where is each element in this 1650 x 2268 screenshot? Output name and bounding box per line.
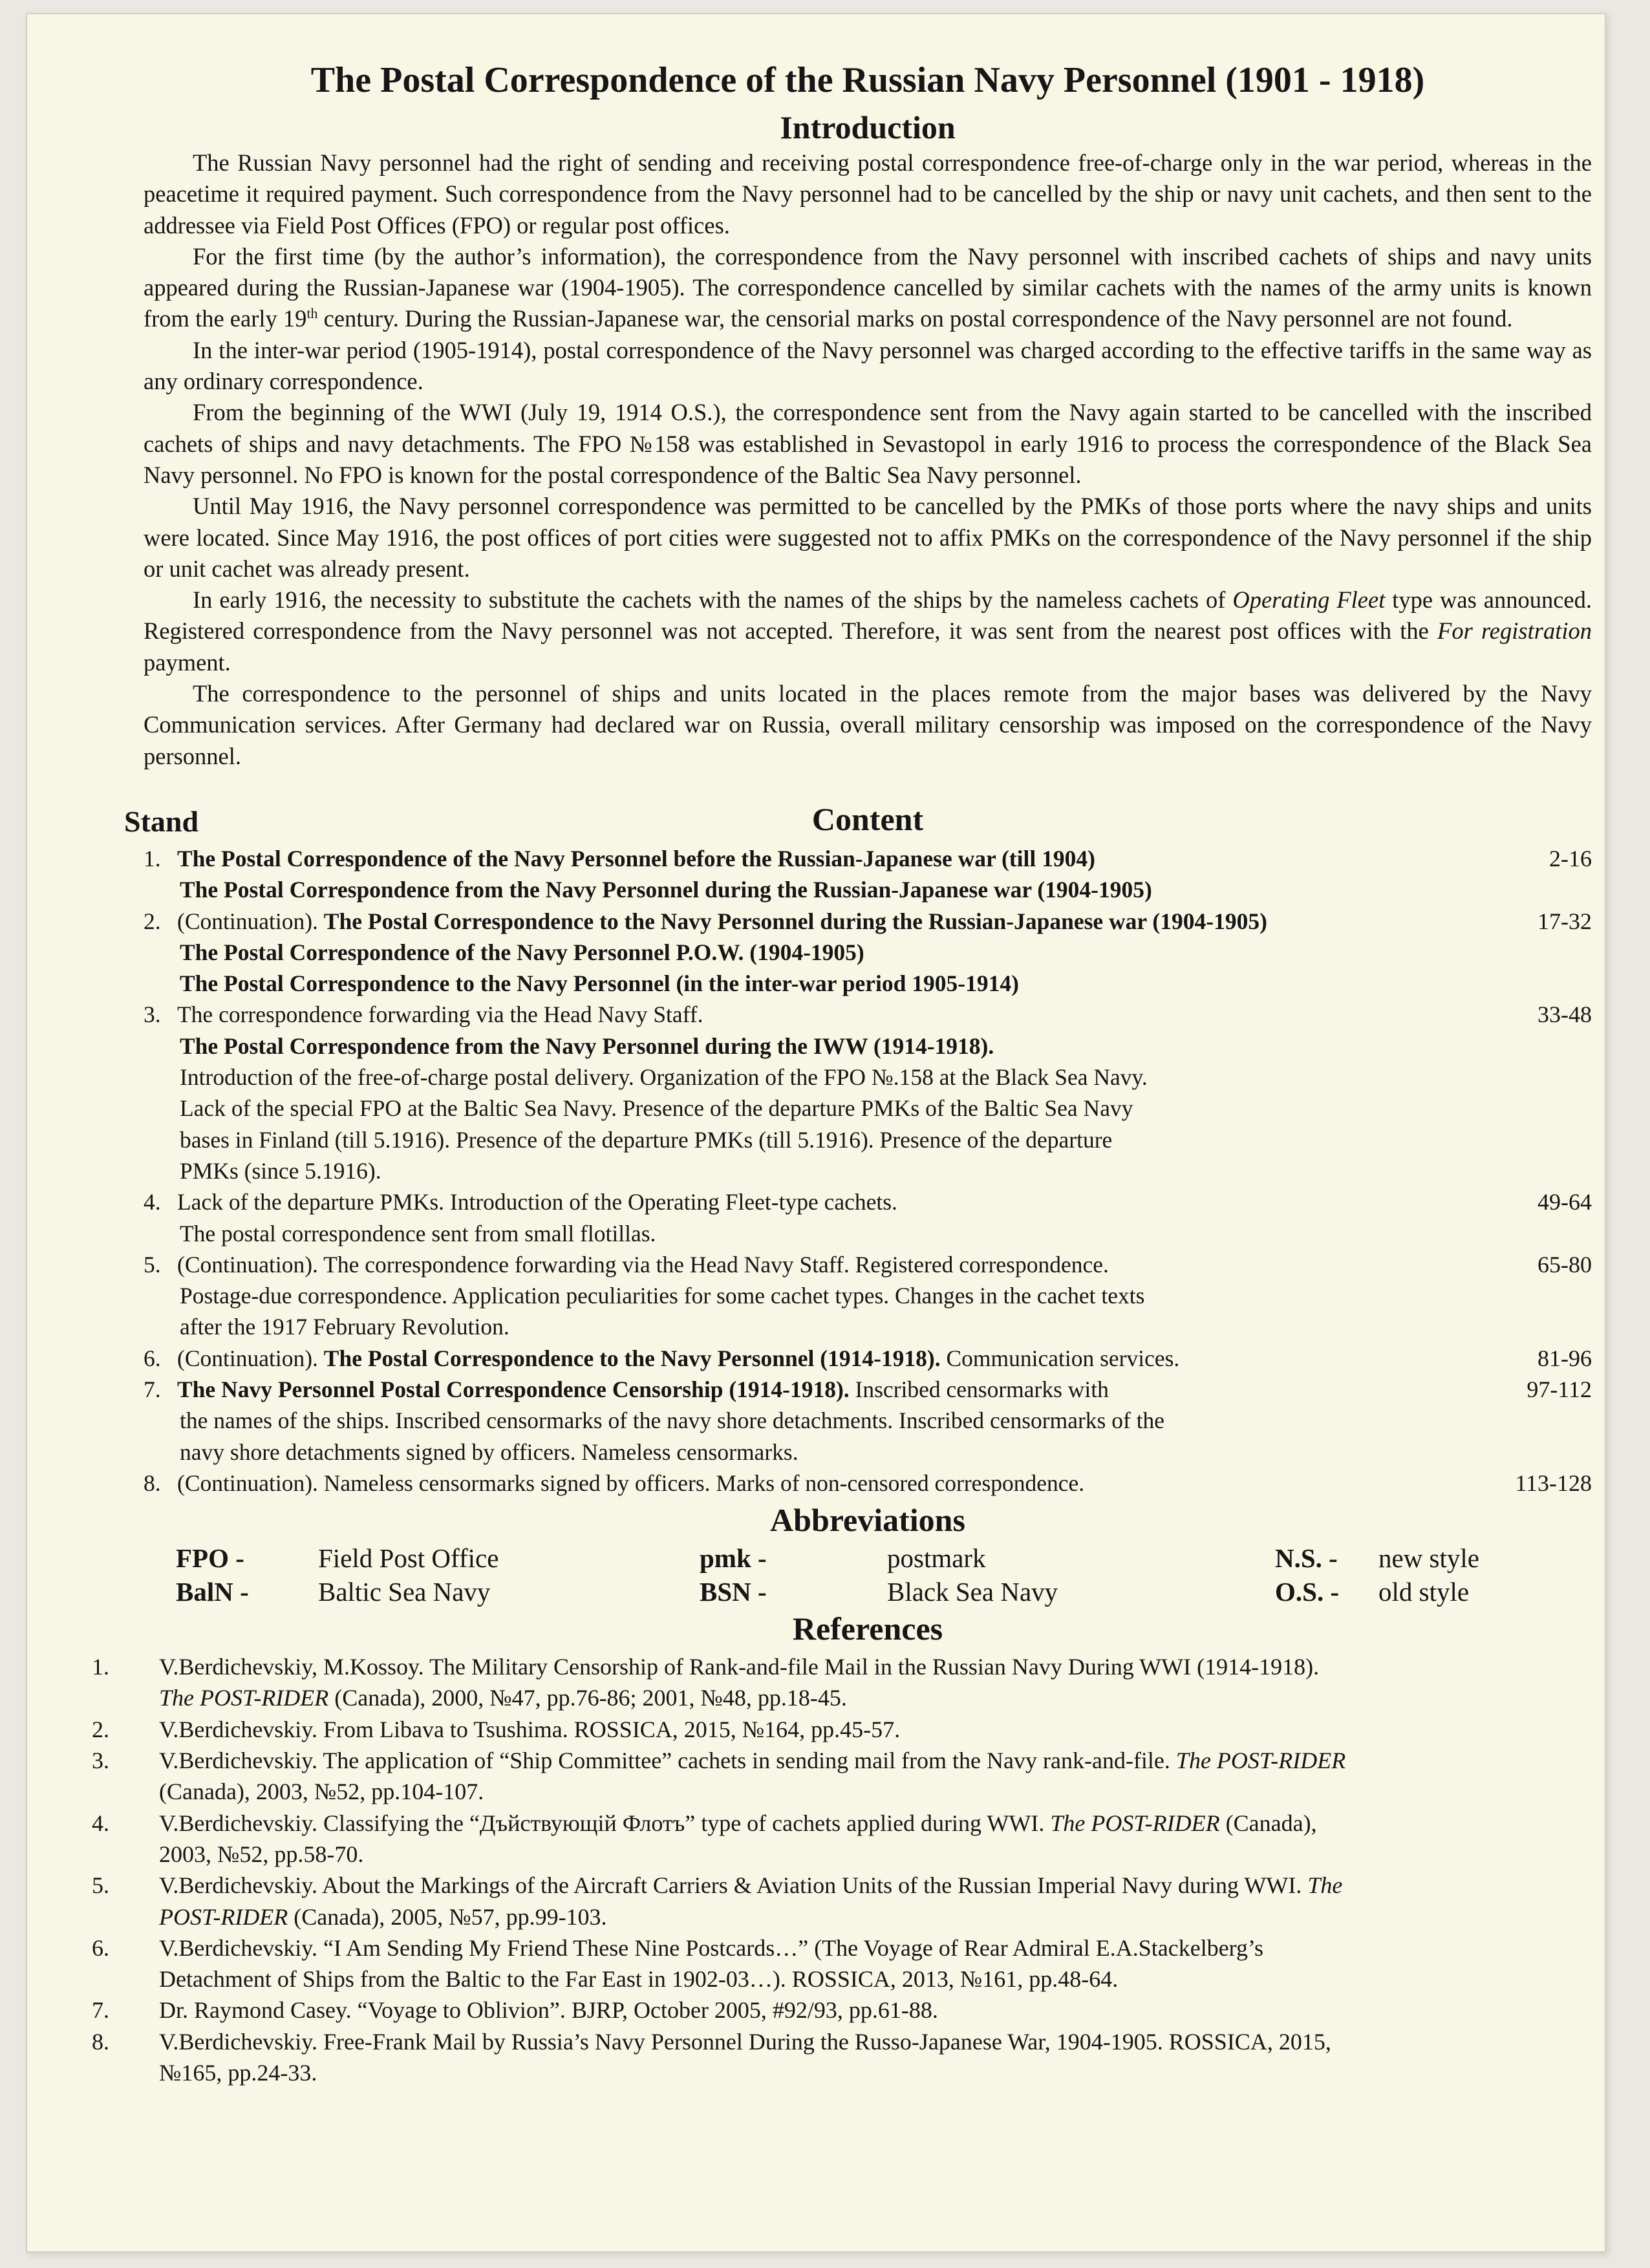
intro-paragraph: The correspondence to the personnel of ships and units located in the places remote from the major bases was delivered by the Navy Communication services. After Germany had declared war on Russia, overall military censorship was imposed on the correspondence of the Navy personnel.	[144, 680, 1592, 769]
intro-paragraph: The Russian Navy personnel had the right of sending and receiving postal correspondence free-of-charge only in the war period, whereas in the peacetime it required payment. Such correspondence from the Navy personnel had to be cancelled by the ship or navy unit cachets, and then sent to the addressee via Field Post Offices (FPO) or regular post offices.	[144, 149, 1592, 239]
item-line: bases in Finland (till 5.1916). Presence of the departure PMKs (till 5.1916). Presence of the departure	[180, 1126, 1113, 1153]
reference-line: №165, pp.24-33.	[159, 2060, 317, 2086]
abbreviation-value: new style	[1378, 1543, 1479, 1574]
item-line: The postal correspondence sent from small flotillas.	[180, 1220, 656, 1246]
reference-text	[159, 1651, 1594, 1714]
abbreviation-value: old style	[1378, 1577, 1470, 1607]
item-pages: 17-32	[1538, 908, 1592, 934]
item-number: 3.	[144, 1001, 161, 1028]
item-pages: 33-48	[1538, 1001, 1592, 1028]
reference-detail: (Canada),	[1219, 1810, 1317, 1836]
item-line: (Continuation). The correspondence forwarding via the Head Navy Staff. Registered correspondence.	[177, 1251, 1109, 1278]
reference-item	[92, 1714, 1592, 1745]
item-prefix: (Continuation).	[177, 1345, 324, 1371]
item-pages: 2-16	[1549, 845, 1592, 872]
reference-number: 1.	[92, 1654, 109, 1680]
item-bold-text: The Postal Correspondence to the Navy Personnel during the Russian-Japanese war (1904-1905)	[323, 908, 1267, 934]
reference-item	[92, 1745, 1592, 1808]
reference-text	[159, 2026, 1594, 2089]
reference-line	[159, 1745, 1594, 1776]
content-item	[144, 906, 1592, 1000]
item-text	[177, 1468, 1477, 1499]
item-pages: 49-64	[1538, 1189, 1592, 1215]
reference-text	[159, 1932, 1594, 1995]
item-number: 7.	[144, 1376, 161, 1402]
item-pages: 65-80	[1538, 1251, 1592, 1278]
intro-paragraph	[144, 584, 1592, 678]
content-item	[144, 1186, 1592, 1249]
abbreviation-key: FPO -	[176, 1543, 244, 1574]
intro-text: century. During the Russian-Japanese war, the censorial marks on postal correspondence of the Navy personnel are not found.	[317, 305, 1513, 332]
reference-line: V.Berdichevskiy. “I Am Sending My Friend These Nine Postcards…” (The Voyage of Rear Admiral E.A.Stackelberg’s	[159, 1934, 1264, 1961]
content-item	[144, 1374, 1592, 1468]
abbreviation-column	[176, 1541, 498, 1609]
abbreviation-row	[176, 1575, 498, 1609]
content-item	[144, 1249, 1592, 1343]
reference-number: 6.	[92, 1934, 109, 1961]
intro-text: In early 1916, the necessity to substitute the cachets with the names of the ships by the nameless cachets of	[193, 586, 1233, 614]
item-number: 8.	[144, 1470, 161, 1496]
reference-number: 2.	[92, 1716, 109, 1742]
reference-line: V.Berdichevskiy. From Libava to Tsushima. ROSSICA, 2015, №164, pp.45-57.	[159, 1716, 901, 1742]
reference-detail: (Canada), 2000, №47, pp.76-86; 2001, №48, pp.18-45.	[328, 1685, 847, 1711]
reference-number: 5.	[92, 1872, 109, 1899]
reference-detail: V.Berdichevskiy. The application of “Ship Committee” cachets in sending mail from the Navy rank-and-file.	[159, 1748, 1176, 1774]
item-text	[177, 1343, 1477, 1374]
ordinal-suffix: th	[306, 305, 318, 322]
intro-paragraph	[144, 241, 1592, 335]
item-bold-text: The Postal Correspondence to the Navy Personnel (1914-1918).	[323, 1345, 941, 1371]
abbreviations-heading: Abbreviations	[770, 1502, 965, 1539]
item-bold-text: The Navy Personnel Postal Correspondence Censorship (1914-1918).	[177, 1376, 850, 1402]
item-line: Introduction of the free-of-charge postal delivery. Organization of the FPO №.158 at the Black Sea Navy.	[180, 1064, 1148, 1091]
item-prefix: (Continuation).	[177, 908, 324, 934]
item-text	[177, 1186, 1477, 1249]
journal-title: The POST-RIDER	[1050, 1810, 1220, 1836]
item-text	[177, 906, 1477, 1000]
abbreviation-column	[700, 1541, 1058, 1609]
item-pages: 97-112	[1527, 1376, 1592, 1402]
journal-title: POST-RIDER	[159, 1903, 288, 1930]
item-line: The Postal Correspondence of the Navy Personnel before the Russian-Japanese war (till 1904)	[177, 845, 1095, 872]
intro-paragraph: In the inter-war period (1905-1914), postal correspondence of the Navy personnel was charged according to the effective tariffs in the same way as any ordinary correspondence.	[144, 336, 1592, 395]
item-line: The Postal Correspondence from the Navy Personnel during the IWW (1914-1918).	[180, 1032, 994, 1059]
abbreviation-key: N.S. -	[1275, 1543, 1338, 1574]
content-header	[124, 799, 1592, 839]
document-sheet	[26, 13, 1606, 2252]
reference-item	[92, 1995, 1592, 2026]
item-line: Lack of the departure PMKs. Introduction of the Operating Fleet-type cachets.	[177, 1189, 897, 1215]
abbreviation-row	[700, 1541, 1058, 1575]
content-item	[144, 843, 1592, 906]
item-line	[177, 906, 1477, 937]
references-list	[92, 1651, 1592, 2088]
introduction-heading: Introduction	[780, 109, 956, 145]
item-line	[177, 1374, 1477, 1405]
item-line: Postage-due correspondence. Application peculiarities for some cachet types. Changes in the cachet texts	[180, 1283, 1145, 1309]
item-text	[177, 843, 1477, 906]
content-list	[144, 843, 1592, 1499]
reference-text	[159, 1714, 1594, 1745]
intro-paragraph: Until May 1916, the Navy personnel correspondence was permitted to be cancelled by the PMKs of those ports where the navy ships and units were located. Since May 1916, the post offices of port cities were suggested not to affix PMKs on the correspondence of the Navy personnel if the ship or unit cachet was already present.	[144, 493, 1592, 582]
abbreviation-key: O.S. -	[1275, 1577, 1340, 1607]
reference-detail: V.Berdichevskiy. About the Markings of the Aircraft Carriers & Aviation Units of the Russian Imperial Navy during WWI.	[159, 1872, 1308, 1899]
reference-text	[159, 1808, 1594, 1870]
content-item	[144, 1343, 1592, 1374]
item-line: The Postal Correspondence of the Navy Personnel P.O.W. (1904-1905)	[180, 939, 864, 965]
reference-detail: (Canada), 2005, №57, pp.99-103.	[288, 1903, 607, 1930]
intro-paragraph: From the beginning of the WWI (July 19, 1914 O.S.), the correspondence sent from the Navy again started to be cancelled with the inscribed cachets of ships and navy detachments. The FPO №158 was established in Sevastopol in early 1916 to process the correspondence of the Black Sea Navy personnel. No FPO is known for the postal correspondence of the Baltic Sea Navy personnel.	[144, 399, 1592, 488]
abbreviation-value: Baltic Sea Navy	[318, 1577, 491, 1607]
item-line: (Continuation). Nameless censormarks signed by officers. Marks of non-censored correspondence.	[177, 1470, 1085, 1496]
content-heading: Content	[811, 800, 924, 837]
reference-line: 2003, №52, pp.58-70.	[159, 1841, 364, 1867]
item-text	[177, 1249, 1477, 1343]
reference-line: Detachment of Ships from the Baltic to the Far East in 1902-03…). ROSSICA, 2013, №161, pp.48-64.	[159, 1966, 1119, 1993]
journal-title: The	[1307, 1872, 1343, 1899]
introduction-section	[144, 107, 1592, 772]
intro-text: payment.	[144, 648, 231, 676]
item-pages: 113-128	[1515, 1470, 1592, 1496]
reference-item	[92, 2026, 1592, 2089]
abbreviation-value: Black Sea Navy	[887, 1577, 1058, 1607]
item-line: after the 1917 February Revolution.	[180, 1314, 509, 1340]
journal-title: The POST-RIDER	[159, 1685, 329, 1711]
abbreviation-value: Field Post Office	[318, 1543, 499, 1574]
item-suffix: Communication services.	[940, 1345, 1180, 1371]
item-suffix: Inscribed censormarks with	[849, 1376, 1109, 1402]
item-text	[177, 1374, 1477, 1468]
abbreviation-key: BalN -	[176, 1577, 249, 1607]
reference-number: 8.	[92, 2028, 109, 2055]
reference-text	[159, 1745, 1594, 1808]
reference-detail: V.Berdichevskiy. Classifying the “Дъйствующій Флотъ” type of cachets applied during WWI.	[159, 1810, 1051, 1836]
item-number: 4.	[144, 1189, 161, 1215]
content-item	[144, 999, 1592, 1186]
item-line	[177, 1343, 1477, 1374]
page-title: The Postal Correspondence of the Russian Navy Personnel (1901 - 1918)	[310, 60, 1425, 100]
intro-text: For the first time (by the author’s information), the correspondence from the Navy personnel with inscribed cachets of ships and navy units appeared during the Russian-Japanese war (1904-1905). The correspondence cancelled by similar cachets with the names of the army units is known from the early 19	[144, 242, 1592, 332]
item-text	[177, 999, 1477, 1186]
reference-item	[92, 1932, 1592, 1995]
reference-number: 4.	[92, 1810, 109, 1836]
item-pages: 81-96	[1538, 1345, 1592, 1371]
reference-line	[159, 1870, 1594, 1901]
reference-item	[92, 1870, 1592, 1932]
reference-number: 3.	[92, 1748, 109, 1774]
item-line: The Postal Correspondence from the Navy Personnel during the Russian-Japanese war (1904-1905)	[180, 877, 1152, 903]
abbreviations-table	[144, 1541, 1592, 1609]
reference-line	[159, 1808, 1594, 1839]
references-heading: References	[792, 1610, 943, 1647]
item-line: The correspondence forwarding via the Head Navy Staff.	[177, 1001, 703, 1028]
reference-text	[159, 1870, 1594, 1932]
item-number: 6.	[144, 1345, 161, 1371]
item-number: 2.	[144, 908, 161, 934]
abbreviation-key: pmk -	[700, 1543, 767, 1574]
document-body	[92, 53, 1592, 2088]
reference-line: V.Berdichevskiy. Free-Frank Mail by Russia’s Navy Personnel During the Russo-Japanese War, 1904-1905. ROSSICA, 2015,	[159, 2028, 1331, 2055]
item-number: 1.	[144, 845, 161, 872]
reference-line	[159, 1901, 1594, 1932]
item-line: navy shore detachments signed by officers. Nameless censormarks.	[180, 1439, 798, 1465]
reference-line: V.Berdichevskiy, M.Kossoy. The Military Censorship of Rank-and-file Mail in the Russian Navy During WWI (1914-1918).	[159, 1654, 1320, 1680]
abbreviation-row	[176, 1541, 498, 1575]
content-item	[144, 1468, 1592, 1499]
item-line: the names of the ships. Inscribed censormarks of the navy shore detachments. Inscribed censormarks of the	[180, 1407, 1165, 1434]
abbreviation-row	[700, 1575, 1058, 1609]
stand-label: Stand	[124, 804, 199, 838]
item-line: The Postal Correspondence to the Navy Personnel (in the inter-war period 1905-1914)	[180, 970, 1019, 997]
abbreviation-value: postmark	[887, 1543, 986, 1574]
item-line: PMKs (since 5.1916).	[180, 1157, 381, 1184]
item-number: 5.	[144, 1251, 161, 1278]
intro-text: type was announced. Registered correspondence from the Navy personnel was not accepted. Therefore, it was sent from the nearest post offices with the	[144, 586, 1592, 645]
reference-line: (Canada), 2003, №52, pp.104-107.	[159, 1779, 484, 1805]
journal-title: The POST-RIDER	[1175, 1748, 1346, 1774]
abbreviation-row	[1275, 1541, 1479, 1575]
reference-text	[159, 1995, 1594, 2026]
intro-italic: For registration	[1437, 617, 1592, 645]
reference-item	[92, 1808, 1592, 1870]
abbreviation-row	[1275, 1575, 1479, 1609]
reference-item	[92, 1651, 1592, 1714]
reference-line: Dr. Raymond Casey. “Voyage to Oblivion”. BJRP, October 2005, #92/93, pp.61-88.	[159, 1997, 938, 2024]
item-line: Lack of the special FPO at the Baltic Sea Navy. Presence of the departure PMKs of the Baltic Sea Navy	[180, 1095, 1133, 1122]
reference-line	[159, 1682, 1594, 1713]
abbreviation-column	[1275, 1541, 1479, 1609]
intro-italic: Operating Fleet	[1232, 586, 1386, 614]
reference-number: 7.	[92, 1997, 109, 2024]
abbreviation-key: BSN -	[700, 1577, 767, 1607]
